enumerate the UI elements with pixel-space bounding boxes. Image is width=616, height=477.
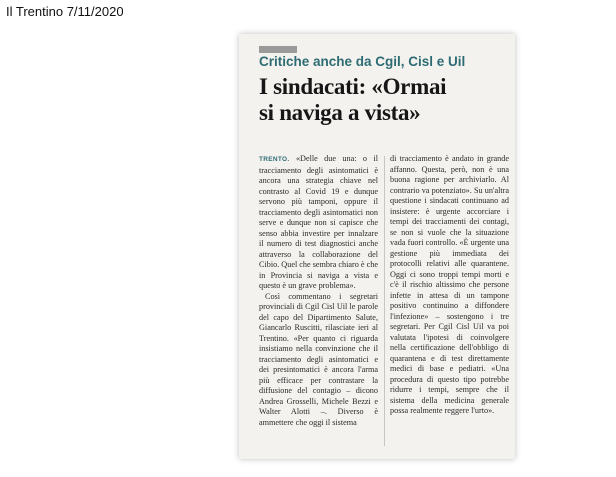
paragraph-text: «Delle due una: o il tracciamento degli asintomatici è ancora una strategia chiave nel contrasto al Covid 19 e dunque servono più tamponi, oppure il tracciamento degli asintomatici non serve e dunque non si capisce che senso abbia investire per innalzare il numero di test diagnostici anche attraverso la collaborazione del Cibio. Quel che sembra chiaro è che in Provincia si naviga a vista e questo è un grave problema». — [259, 154, 378, 290]
article-column-left — [259, 154, 378, 428]
column-divider — [384, 156, 385, 446]
page-caption: Il Trentino 7/11/2020 — [6, 4, 124, 19]
newspaper-clipping — [239, 34, 515, 459]
article-column-right — [390, 154, 509, 417]
headline-line-1: I sindacati: «Ormai — [259, 74, 447, 99]
paragraph: di tracciamento è andato in grande affanno. Questa, però, non è una buona ragione per archiviarlo. Al contrario va potenziato». Su un'altra questione i sindacati continuano ad insistere: è urgente accorciare i tempi dei tracciamenti dei contagi, se non si vuole che la situazione vada fuori controllo. «È urgente una gestione più immediata dei protocolli relativi alle quarantene. Oggi ci sono troppi tempi morti e c'è il rischio altissimo che persone infette in attesa di un tampone positivo continuino a diffondere l'infezione» – sostengono i tre segretari. Per Cgil Cisl Uil va poi valutata l'ipotesi di coinvolgere nella certificazione dell'obbligo di quarantena e di test direttamente medici di base e pediatri. «Una procedura di questo tipo potrebbe ridurre i tempi, sempre che il sistema della medicina generale possa realmente reggere l'urto». — [390, 154, 509, 415]
dateline: TRENTO. — [259, 156, 290, 163]
article-headline — [259, 74, 509, 126]
article-kicker: Critiche anche da Cgil, Cisl e Uil — [259, 54, 466, 69]
section-rule — [259, 46, 297, 53]
paragraph — [259, 154, 378, 292]
paragraph: Così commentano i segretari provinciali di Cgil Cisl Uil le parole del capo del Dipartimento Salute, Giancarlo Ruscitti, rilasciate ieri al Trentino. «Per quanto ci riguarda insistiamo nella convinzione che il tracciamento degli asintomatici e dei presintomatici è ancora l'arma più efficace per contrastare la diffusione del contagio – dicono Andrea Grosselli, Michele Bezzi e Walter Alotti –. Diverso è ammettere che oggi il sistema — [259, 291, 378, 427]
headline-line-2: si naviga a vista» — [259, 100, 421, 125]
